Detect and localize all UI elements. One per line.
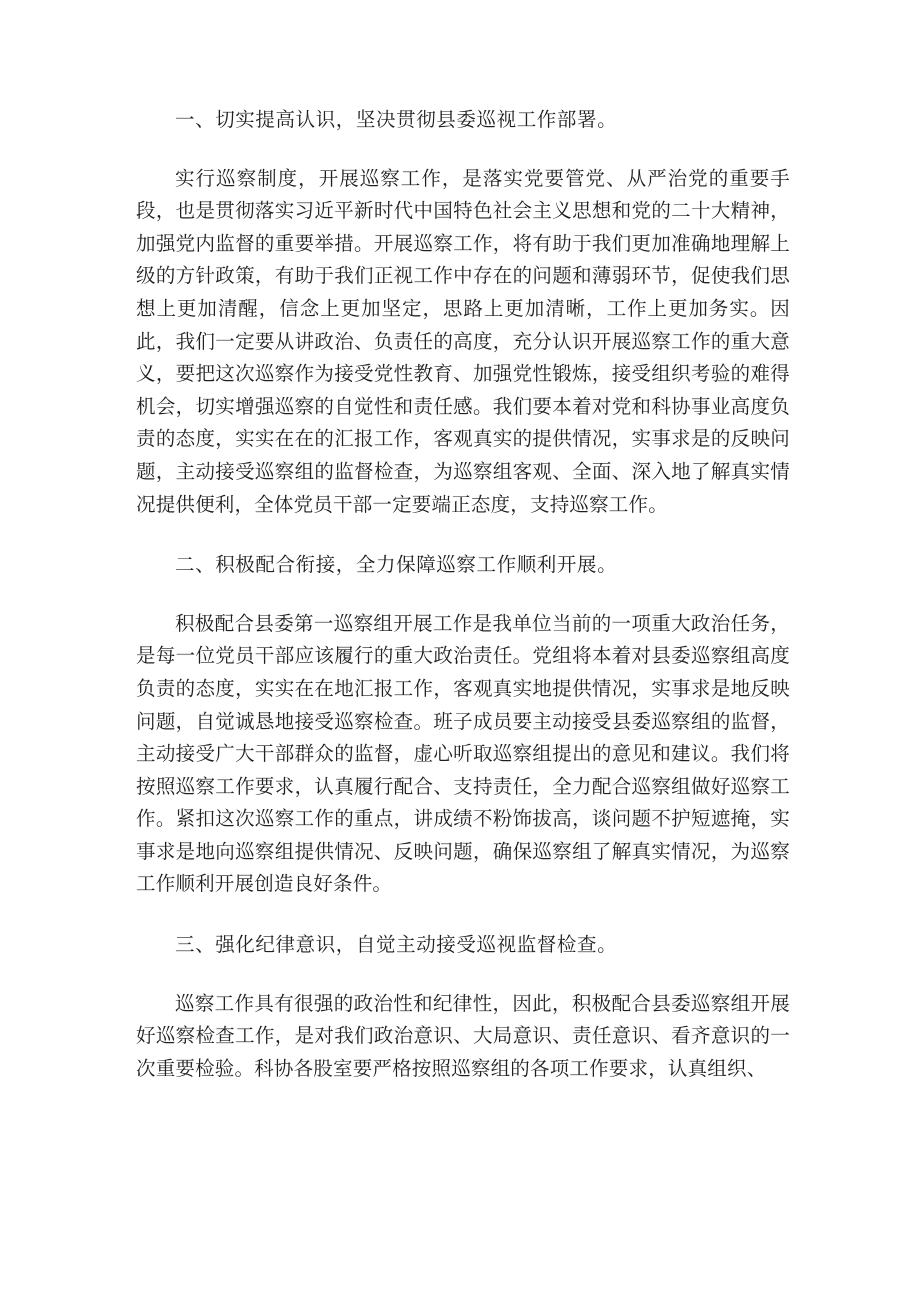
section-paragraph-1: 实行巡察制度，开展巡察工作，是落实党要管党、从严治党的重要手段，也是贯彻落实习近平新时代中国特色社会主义思想和党的二十大精神，加强党内监督的重要举措。开展巡察工作，将有助于我们更加准确地理解上级的方针政策，有助于我们正视工作中存在的问题和薄弱环节，促使我们思想上更加清醒，信念上更加坚定，思路上更加清晰，工作上更加务实。因此，我们一定要从讲政治、负责任的高度，充分认识开展巡察工作的重大意义，要把这次巡察作为接受党性教育、加强党性锻炼，接受组织考验的难得机会，切实增强巡察的自觉性和责任感。我们要本着对党和科协事业高度负责的态度，实实在在的汇报工作，客观真实的提供情况，实事求是的反映问题，主动接受巡察组的监督检查，为巡察组客观、全面、深入地了解真实情况提供便利，全体党员干部一定要端正态度，支持巡察工作。 <box>136 166 790 516</box>
section-heading-3: 三、强化纪律意识，自觉主动接受巡视监督检查。 <box>175 933 618 957</box>
section-paragraph-2: 积极配合县委第一巡察组开展工作是我单位当前的一项重大政治任务，是每一位党员干部应该履行的重大政治责任。党组将本着对县委巡察组高度负责的态度，实实在在地汇报工作，客观真实地提供情况，实事求是地反映问题，自觉诚恳地接受巡察检查。班子成员要主动接受县委巡察组的监督，主动接受广大干部群众的监督，虚心听取巡察组提出的意见和建议。我们将按照巡察工作要求，认真履行配合、支持责任，全力配合巡察组做好巡察工作。紧扣这次巡察工作的重点，讲成绩不粉饰拔高，谈问题不护短遮掩，实事求是地向巡察组提供情况、反映问题，确保巡察组了解真实情况，为巡察工作顺利开展创造良好条件。 <box>136 611 790 896</box>
section-paragraph-3: 巡察工作具有很强的政治性和纪律性，因此，积极配合县委巡察组开展好巡察检查工作，是对我们政治意识、大局意识、责任意识、看齐意识的一次重要检验。科协各股室要严格按照巡察组的各项工作要求，认真组织、 <box>136 991 790 1080</box>
section-heading-2: 二、积极配合衔接，全力保障巡察工作顺利开展。 <box>175 553 618 577</box>
document-body <box>136 104 790 1085</box>
section-heading-1: 一、切实提高认识，坚决贯彻县委巡视工作部署。 <box>175 108 618 131</box>
